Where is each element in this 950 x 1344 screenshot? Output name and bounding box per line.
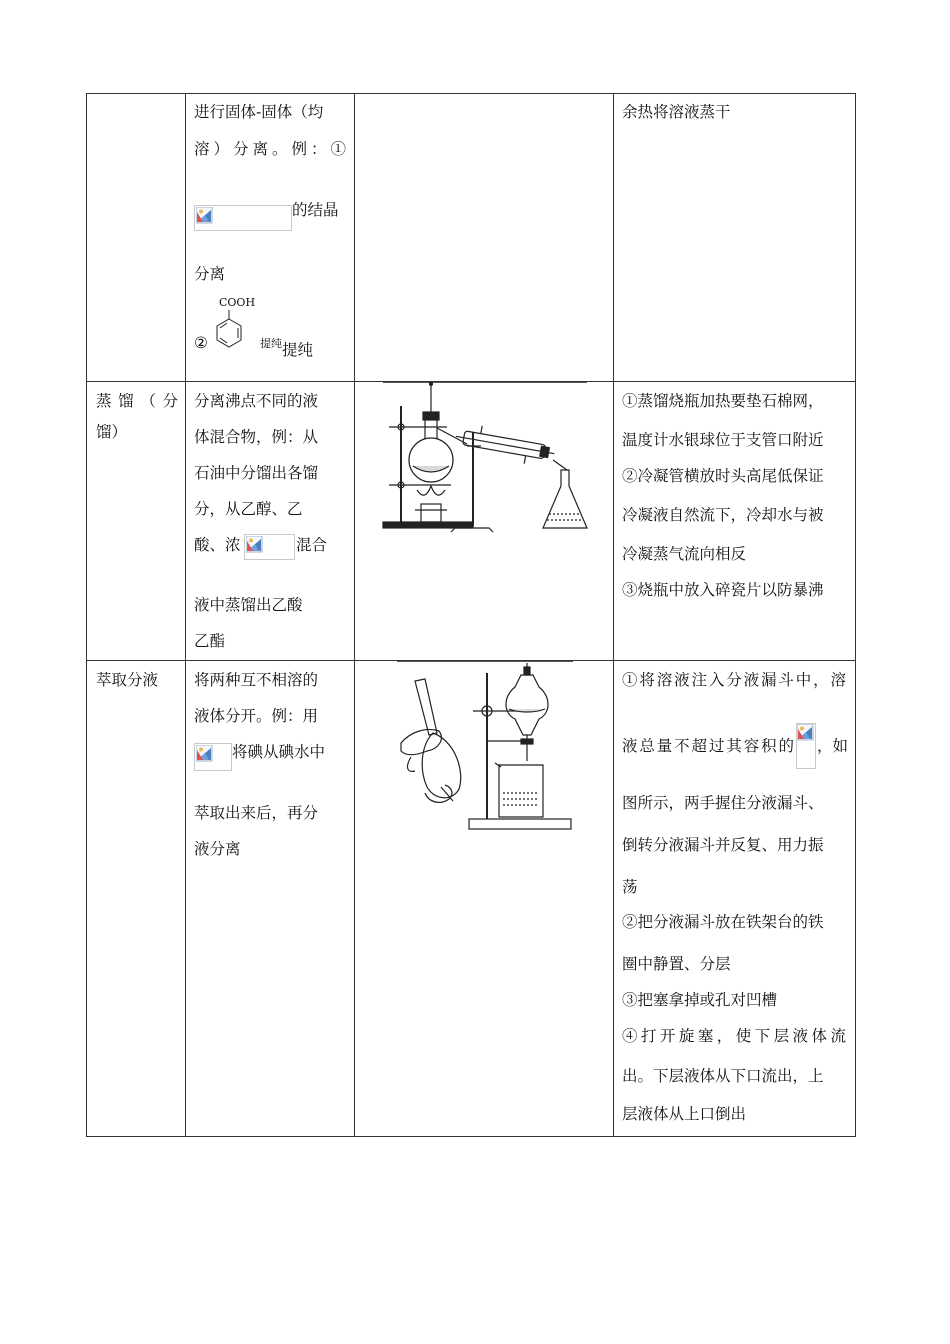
separatory-funnel-illustration: [355, 661, 613, 901]
text-line: 出。下层液体从下口流出，上: [622, 1067, 824, 1085]
text-line: 液总量不超过其容积的: [622, 737, 794, 755]
text-line: 酸、浓: [194, 536, 241, 554]
notes-cell: [614, 382, 856, 661]
text-line: 的结晶: [292, 201, 339, 219]
text-line: 分，从乙醇、乙: [194, 500, 303, 518]
method-cell: [87, 661, 186, 1137]
text-line: ②冷凝管横放时头高尾低保证: [622, 467, 824, 485]
text-line: 温度计水银球位于支管口附近: [622, 431, 824, 449]
circled-number: ②: [194, 334, 208, 352]
text-line: 荡: [622, 878, 638, 896]
method-cell: [87, 94, 186, 382]
text-line: ②把分液漏斗放在铁架台的铁: [622, 913, 824, 931]
text-line: 余热将溶液蒸干: [622, 103, 731, 121]
text-line: 提纯: [282, 341, 314, 359]
benzoic-acid-structure-icon: [194, 294, 264, 360]
text-line: 液体分开。例：用: [194, 707, 319, 725]
text-line: 溶）分离。例：①: [194, 140, 346, 158]
separation-methods-table: [86, 93, 856, 1137]
text-line: ③烧瓶中放入碎瓷片以防暴沸: [622, 581, 824, 599]
broken-image-icon: [194, 205, 292, 231]
scope-cell: [186, 661, 355, 1137]
text-line: 冷凝蒸气流向相反: [622, 545, 747, 563]
text-line: 蒸馏（分: [96, 392, 178, 410]
notes-cell: [614, 94, 856, 382]
text-line: ①蒸馏烧瓶加热要垫石棉网，: [622, 392, 824, 410]
broken-image-icon: [194, 743, 232, 771]
text-line: 分离沸点不同的液: [194, 392, 319, 410]
broken-image-icon: [244, 534, 295, 560]
text-line: 体混合物，例：从: [194, 428, 319, 446]
text-line: 混合: [296, 536, 328, 554]
text-line: 萃取分液: [96, 671, 159, 689]
text-line: 将两种互不相溶的: [194, 671, 319, 689]
text-line: 萃取出来后，再分: [194, 804, 319, 822]
text-line: 馏）: [96, 423, 128, 441]
text-line-small: 提纯: [260, 337, 282, 350]
notes-cell: [614, 661, 856, 1137]
broken-image-icon: [796, 723, 816, 769]
text-line: 液分离: [194, 840, 241, 858]
text-line: 石油中分馏出各馏: [194, 464, 319, 482]
text-line: 图所示，两手握住分液漏斗、: [622, 794, 824, 812]
scope-cell: [186, 94, 355, 382]
apparatus-cell: [355, 382, 614, 661]
text-line: 冷凝液自然流下，冷却水与被: [622, 506, 824, 524]
text-line: ①将溶液注入分液漏斗中，溶: [622, 671, 846, 689]
text-line: 乙酯: [194, 632, 226, 650]
cooh-label: COOH: [219, 296, 256, 309]
text-line: 分离: [194, 265, 226, 283]
distillation-apparatus-illustration: [355, 382, 613, 660]
method-cell: [87, 382, 186, 661]
text-line: 将碘从碘水中: [232, 743, 326, 761]
text-line: ④打开旋塞，使下层液体流: [622, 1027, 846, 1045]
text-line: 倒转分液漏斗并反复、用力振: [622, 836, 824, 854]
apparatus-cell: [355, 661, 614, 1137]
text-line: 进行固体-固体（均: [194, 103, 324, 121]
text-line: 圈中静置、分层: [622, 955, 731, 973]
scope-cell: [186, 382, 355, 661]
text-line: ，如: [817, 737, 849, 755]
text-line: 层液体从上口倒出: [622, 1105, 747, 1123]
apparatus-cell: [355, 94, 614, 382]
text-line: 液中蒸馏出乙酸: [194, 596, 303, 614]
text-line: ③把塞拿掉或孔对凹槽: [622, 991, 778, 1009]
